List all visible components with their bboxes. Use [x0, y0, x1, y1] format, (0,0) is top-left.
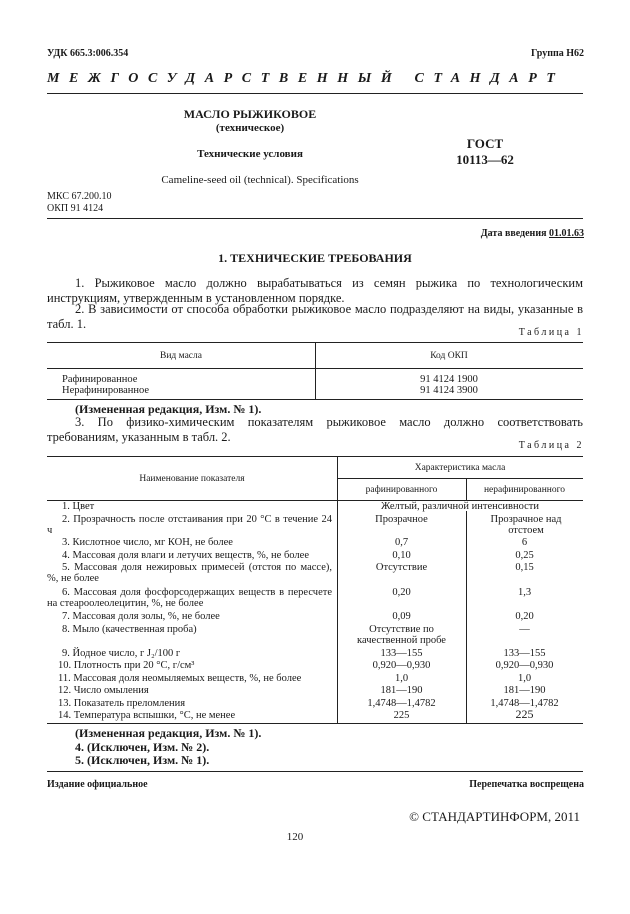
table2-row-7-name: 7. Массовая доля золы, %, не более: [62, 611, 220, 622]
doc-subtitle: Технические условия: [197, 148, 303, 160]
paragraph-3: 3. По физико-химическим показателям рыжиковое масло должно соответствовать требованиям, указанным в табл. 2.: [47, 415, 583, 444]
item-4-excluded: 4. (Исключен, Изм. № 2).: [75, 740, 210, 754]
table2-row-4-ref: 0,10: [392, 550, 411, 561]
table2-row-4-name: 4. Массовая доля влаги и летучих веществ, %, не более: [62, 550, 309, 561]
table1-row-1-kind: Рафинированное: [62, 374, 138, 385]
table2-row-11-ref: 1,0: [394, 673, 409, 684]
udk-code: УДК 665.3:006.354: [47, 48, 129, 59]
table2-row-8-name: 8. Мыло (качественная проба): [62, 624, 197, 635]
table2-row-13-ref: 1,4748—1,4782: [367, 698, 436, 709]
intro-date: [481, 228, 584, 239]
table2-row-2-ref: Прозрачное: [375, 514, 428, 525]
table2-row-1-name: 1. Цвет: [62, 501, 95, 512]
table2-header-param: Наименование показателя: [139, 474, 245, 484]
table2-row-9-unref: 133—155: [503, 648, 546, 659]
table2-row-13-unref: 1,4748—1,4782: [490, 698, 559, 709]
table2-row-10-ref: 0,920—0,930: [372, 660, 431, 671]
table2-row-6-unref: 1,3: [517, 587, 532, 598]
okp-code: ОКП 91 4124: [47, 203, 104, 214]
table1-header-code: Код ОКП: [430, 351, 468, 361]
gost-label: ГОСТ: [466, 136, 504, 151]
table2-header-group: Характеристика масла: [414, 463, 506, 473]
table2-row-9-ref: 133—155: [380, 648, 423, 659]
table2-header-refined: рафинированного: [365, 485, 438, 495]
official-edition: Издание официальное: [47, 779, 148, 790]
table2-row-3-name: 3. Кислотное число, мг КОН, не более: [62, 537, 233, 548]
table2-row-12-ref: 181—190: [380, 685, 423, 696]
table2-row-1-merged: Желтый, различной интенсивности: [381, 501, 539, 512]
table2-row-3-unref: 6: [521, 537, 528, 548]
table1-row-1-code: 91 4124 1900: [420, 374, 478, 385]
table1-row-2-kind: Нерафинированное: [62, 385, 150, 396]
table1-caption: Таблица 1: [518, 327, 584, 338]
table2-row-14-unref: 225: [515, 707, 534, 721]
item-5-excluded: 5. (Исключен, Изм. № 1).: [75, 753, 210, 767]
table1-row-2-code: 91 4124 3900: [420, 385, 478, 396]
header-rule: [47, 93, 583, 94]
table2-row-8-ref: Отсутствие по качественной пробе: [357, 624, 446, 646]
paragraph-1: 1. Рыжиковое масло должно вырабатываться из семян рыжика по технологическим инструкциям, утвержденным в установленном порядке.: [47, 276, 583, 305]
doc-title: МАСЛО РЫЖИКОВОЕ: [183, 107, 317, 121]
intro-date-label: Дата введения: [480, 228, 547, 239]
doc-qualifier: (техническое): [215, 122, 285, 134]
title-rule: [47, 218, 583, 219]
table2-top-rule: [47, 456, 583, 457]
section-heading: 1. ТЕХНИЧЕСКИЕ ТРЕБОВАНИЯ: [218, 251, 412, 265]
amendment-note-1: (Измененная редакция, Изм. № 1).: [75, 402, 262, 416]
table2-row-4-unref: 0,25: [515, 550, 534, 561]
table2-caption: Таблица 2: [518, 440, 584, 451]
table2-row-14-ref: 225: [393, 710, 410, 721]
amendment-note-2: (Измененная редакция, Изм. № 1).: [75, 726, 262, 740]
doc-english-title: Cameline-seed oil (technical). Specifications: [161, 174, 359, 186]
table2-row-11-name: 11. Массовая доля неомыляемых веществ, %, не более: [58, 673, 302, 684]
table2-row-6-name: 6. Массовая доля фосфорсодержащих веществ в пересчете на стеароолеолецитин, %, не более: [47, 587, 332, 609]
table2-row-8-unref: —: [519, 624, 530, 635]
table2-bottom-rule: [47, 723, 583, 724]
paragraph-2: 2. В зависимости от способа обработки рыжиковое масло подразделяют на виды, указанные в табл. 1.: [47, 302, 583, 331]
table2-row-7-unref: 0,20: [515, 611, 534, 622]
table2-row-2-name: 2. Прозрачность после отстаивания при 20 °С в течение 24 ч: [47, 514, 332, 536]
table2-row-3-ref: 0,7: [394, 537, 409, 548]
table2-row-5-name: 5. Массовая доля нежировых примесей (отстоя по массе), %, не более: [47, 562, 332, 584]
table2-row-10-unref: 0,920—0,930: [495, 660, 554, 671]
table2-subheader-rule: [337, 478, 583, 479]
page-number: 120: [286, 831, 304, 843]
table2-row-13-name: 13. Показатель преломления: [58, 698, 186, 709]
standard-type: МЕЖГОСУДАРСТВЕННЫЙ СТАНДАРТ: [47, 71, 565, 86]
table2-row-14-name: 14. Температура вспышки, °С, не менее: [58, 710, 236, 721]
table2-row-6-ref: 0,20: [392, 587, 411, 598]
table1-header-kind: Вид масла: [160, 351, 202, 361]
table2-row-5-unref: 0,15: [515, 562, 534, 573]
intro-date-value: 01.01.63: [549, 228, 584, 239]
reprint-prohibited: Перепечатка воспрещена: [469, 779, 584, 790]
table2-row-7-ref: 0,09: [392, 611, 411, 622]
table2-row-10-name: 10. Плотность при 20 °С, г/см³: [58, 660, 195, 671]
footer-rule: [47, 771, 583, 772]
table2-row-12-unref: 181—190: [503, 685, 546, 696]
gost-number: 10113—62: [456, 152, 514, 167]
group-code: Группа Н62: [531, 48, 584, 59]
table2-header-unrefined: нерафинированного: [483, 485, 566, 495]
table1-bottom-rule: [47, 399, 583, 400]
table2-row-12-name: 12. Число омыления: [58, 685, 149, 696]
table2-row-5-ref: Отсутствие: [375, 562, 428, 573]
table2-row-9-name: 9. Йодное число, г J₂/100 г: [62, 648, 181, 659]
copyright: © СТАНДАРТИНФОРМ, 2011: [409, 809, 580, 824]
table2-row-2-unref: Прозрачное над отстоем: [490, 514, 562, 536]
table2-row-11-unref: 1,0: [517, 673, 532, 684]
mks-code: МКС 67.200.10: [47, 191, 112, 202]
